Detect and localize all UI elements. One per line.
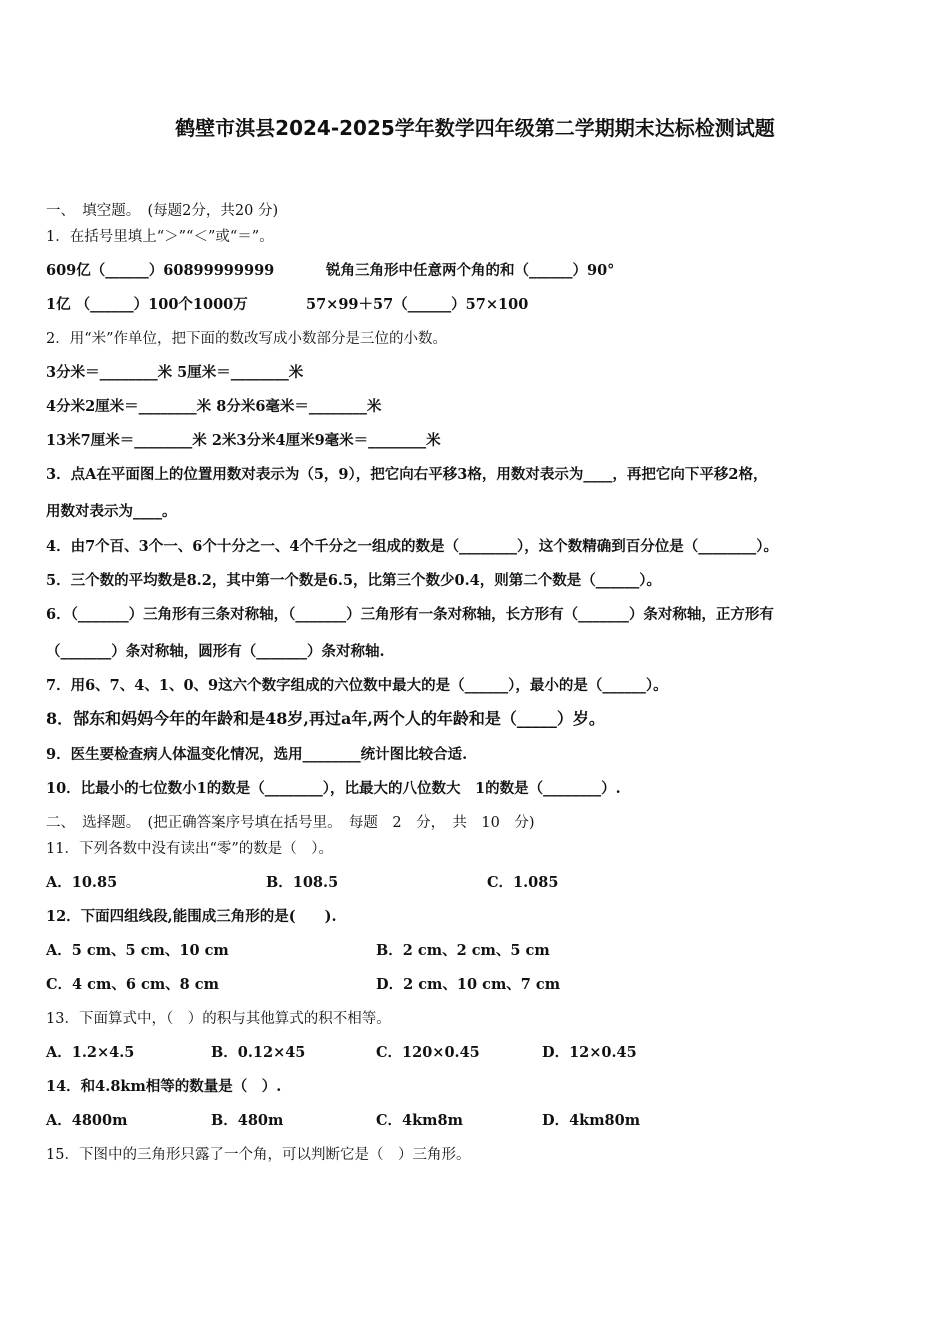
question-1-item-b: 锐角三角形中任意两个角的和（______）90° bbox=[326, 262, 615, 279]
question-5: 5．三个数的平均数是8.2，其中第一个数是6.5，比第三个数少0.4，则第二个数是（______）。 bbox=[46, 572, 662, 589]
question-1-stem: 1．在括号里填上“＞”“＜”或“＝”。 bbox=[46, 229, 274, 245]
question-12-option-b: B．2 cm、2 cm、5 cm bbox=[376, 942, 550, 959]
question-11-option-c: C．1.085 bbox=[487, 874, 559, 891]
question-4: 4．由7个百、3个一、6个十分之一、4个千分之一组成的数是（________），这个数精确到百分位是（________）。 bbox=[46, 538, 778, 555]
question-3-line-1: 3．点A在平面图上的位置用数对表示为（5，9），把它向右平移3格，用数对表示为____，再把它向下平移2格， bbox=[46, 466, 768, 483]
question-3-line-2: 用数对表示为____。 bbox=[46, 503, 177, 520]
question-1-item-d: 57×99＋57（______）57×100 bbox=[306, 296, 529, 313]
question-14-option-b: B．480m bbox=[211, 1112, 284, 1129]
question-2-line-2: 4分米2厘米＝________米 8分米6毫米＝________米 bbox=[46, 398, 382, 415]
question-12-option-c: C．4 cm、6 cm、8 cm bbox=[46, 976, 219, 993]
question-1-item-c: 1亿 （______）100个1000万 bbox=[46, 296, 248, 313]
question-11-option-a: A．10.85 bbox=[46, 874, 118, 891]
page-title: 鹤壁市淇县2024-2025学年数学四年级第二学期期末达标检测试题 bbox=[175, 116, 775, 140]
question-13-option-c: C．120×0.45 bbox=[376, 1044, 480, 1061]
question-10: 10．比最小的七位数小1的数是（________），比最大的八位数大 1的数是（________）. bbox=[46, 780, 621, 797]
section-heading-fill-blank: 一、 填空题。 (每题2分，共20 分) bbox=[46, 203, 279, 219]
question-13-option-d: D．12×0.45 bbox=[542, 1044, 637, 1061]
question-12-option-a: A．5 cm、5 cm、10 cm bbox=[46, 942, 229, 959]
question-2-stem: 2．用“米”作单位，把下面的数改写成小数部分是三位的小数。 bbox=[46, 331, 448, 347]
question-11-option-b: B．108.5 bbox=[266, 874, 339, 891]
section-heading-multiple-choice: 二、 选择题。 (把正确答案序号填在括号里。 每题 2 分， 共 10 分) bbox=[46, 815, 535, 831]
question-13-stem: 13．下面算式中，（ ）的积与其他算式的积不相等。 bbox=[46, 1011, 391, 1027]
question-12-option-d: D．2 cm、10 cm、7 cm bbox=[376, 976, 561, 993]
question-14-stem: 14．和4.8km相等的数量是（ ）. bbox=[46, 1078, 282, 1095]
question-2-line-1: 3分米＝________米 5厘米＝________米 bbox=[46, 364, 304, 381]
question-6-line-2: （_______）条对称轴，圆形有（_______）条对称轴. bbox=[46, 643, 385, 660]
question-14-option-c: C．4km8m bbox=[376, 1112, 463, 1129]
question-15-stem: 15．下图中的三角形只露了一个角，可以判断它是（ ）三角形。 bbox=[46, 1147, 471, 1163]
question-2-line-3: 13米7厘米＝________米 2米3分米4厘米9毫米＝________米 bbox=[46, 432, 441, 449]
question-7: 7．用6、7、4、1、0、9这六个数字组成的六位数中最大的是（______），最小的是（______）。 bbox=[46, 677, 668, 694]
question-13-option-b: B．0.12×45 bbox=[211, 1044, 306, 1061]
question-11-stem: 11．下列各数中没有读出“零”的数是（ ）。 bbox=[46, 841, 334, 857]
question-14-option-d: D．4km80m bbox=[542, 1112, 641, 1129]
question-12-stem: 12．下面四组线段,能围成三角形的是( ). bbox=[46, 908, 337, 925]
question-13-option-a: A．1.2×4.5 bbox=[46, 1044, 135, 1061]
question-8: 8．郜东和妈妈今年的年龄和是48岁,再过a年,两个人的年龄和是（_____）岁。 bbox=[46, 709, 605, 728]
question-6-line-1: 6．（_______）三角形有三条对称轴，（_______）三角形有一条对称轴，长方形有（_______）条对称轴，正方形有 bbox=[46, 606, 774, 623]
question-14-option-a: A．4800m bbox=[46, 1112, 128, 1129]
question-1-item-a: 609亿（______）60899999999 bbox=[46, 262, 275, 279]
question-9: 9．医生要检查病人体温变化情况，选用________统计图比较合适. bbox=[46, 746, 468, 763]
